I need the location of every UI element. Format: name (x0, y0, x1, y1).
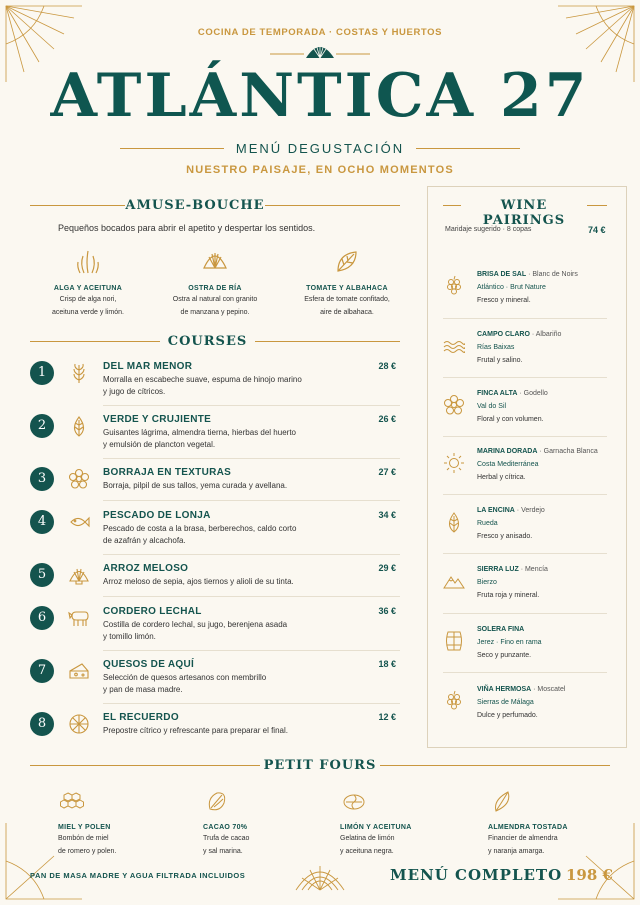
full-menu-price: 198 € (566, 866, 613, 884)
pairing-suggestion: Maridaje sugerido · 8 copas (445, 226, 532, 233)
amuse-intro: Pequeños bocados para abrir el apetito y despertar los sentidos. (58, 223, 316, 233)
sun-icon (443, 452, 465, 474)
fish-icon (68, 511, 90, 533)
mountain-icon (443, 570, 465, 592)
menu-subtitle: MENÚ DEGUSTACIÓN (224, 141, 416, 156)
cacao-icon (205, 790, 229, 814)
almond-icon (490, 790, 514, 814)
petit-four-item: LIMÓN Y ACEITUNA Gelatina de limón y aceituna negra. (340, 790, 480, 857)
grapes-icon (443, 275, 465, 297)
pairing-price: 74 € (588, 225, 606, 235)
divider (443, 205, 461, 206)
full-menu-label: MENÚ COMPLETO (390, 866, 563, 884)
divider (255, 341, 400, 342)
footer-note: PAN DE MASA MADRE Y AGUA FILTRADA INCLUIDOS (30, 871, 246, 880)
amuse-item: OSTRA DE RÍA Ostra al natural con granito de manzana y pepino. (145, 248, 285, 318)
waves-icon (443, 335, 465, 357)
grapes-icon (443, 690, 465, 712)
divider (30, 205, 125, 206)
section-heading-petit-fours: PETIT FOURS (263, 758, 377, 773)
tagline: COCINA DE TEMPORADA · COSTAS Y HUERTOS (197, 27, 443, 38)
section-heading-wines: WINE PAIRINGS (482, 198, 566, 228)
petit-four-item: MIEL Y POLEN Bombón de miel de romero y polen. (58, 790, 198, 857)
shell-ornament-icon (292, 862, 348, 892)
cheese-icon (68, 660, 90, 682)
wheat-icon (68, 362, 90, 384)
course-number: 5 (30, 563, 54, 587)
course-number: 8 (30, 712, 54, 736)
divider (30, 341, 160, 342)
menu-tagline: NUESTRO PAISAJE, EN OCHO MOMENTOS (186, 164, 454, 176)
course-number: 3 (30, 467, 54, 491)
course-number: 7 (30, 659, 54, 683)
shell-icon (68, 564, 90, 586)
course-number: 2 (30, 414, 54, 438)
barrel-icon (443, 630, 465, 652)
oyster-icon (202, 248, 228, 274)
course-number: 1 (30, 361, 54, 385)
amuse-item: TOMATE Y ALBAHACA Esfera de tomate confitado, aire de albahaca. (277, 248, 417, 318)
leaf-icon (443, 511, 465, 533)
section-heading-courses: COURSES (167, 334, 248, 349)
seaweed-icon (75, 248, 101, 274)
lamb-icon (68, 607, 90, 629)
divider (380, 765, 610, 766)
course-number: 4 (30, 510, 54, 534)
basil-leaf-icon (334, 248, 360, 274)
course-number: 6 (30, 606, 54, 630)
page-title: ATLÁNTICA 27 (50, 61, 590, 131)
citrus-icon (68, 713, 90, 735)
amuse-item: ALGA Y ACEITUNA Crisp de alga nori, aceituna verde y limón. (18, 248, 158, 318)
honeycomb-icon (60, 790, 84, 814)
lemon-icon (342, 790, 366, 814)
flower-icon (68, 468, 90, 490)
flower-icon (443, 394, 465, 416)
petit-four-item: ALMENDRA TOSTADA Financier de almendra y naranja amarga. (488, 790, 628, 857)
leaf-icon (68, 415, 90, 437)
divider (265, 205, 400, 206)
divider (587, 205, 607, 206)
petit-four-item: CACAO 70% Trufa de cacao y sal marina. (203, 790, 343, 857)
shell-ornament-icon (270, 40, 370, 62)
divider (30, 765, 260, 766)
section-heading-amuse: AMUSE-BOUCHE (125, 198, 265, 213)
